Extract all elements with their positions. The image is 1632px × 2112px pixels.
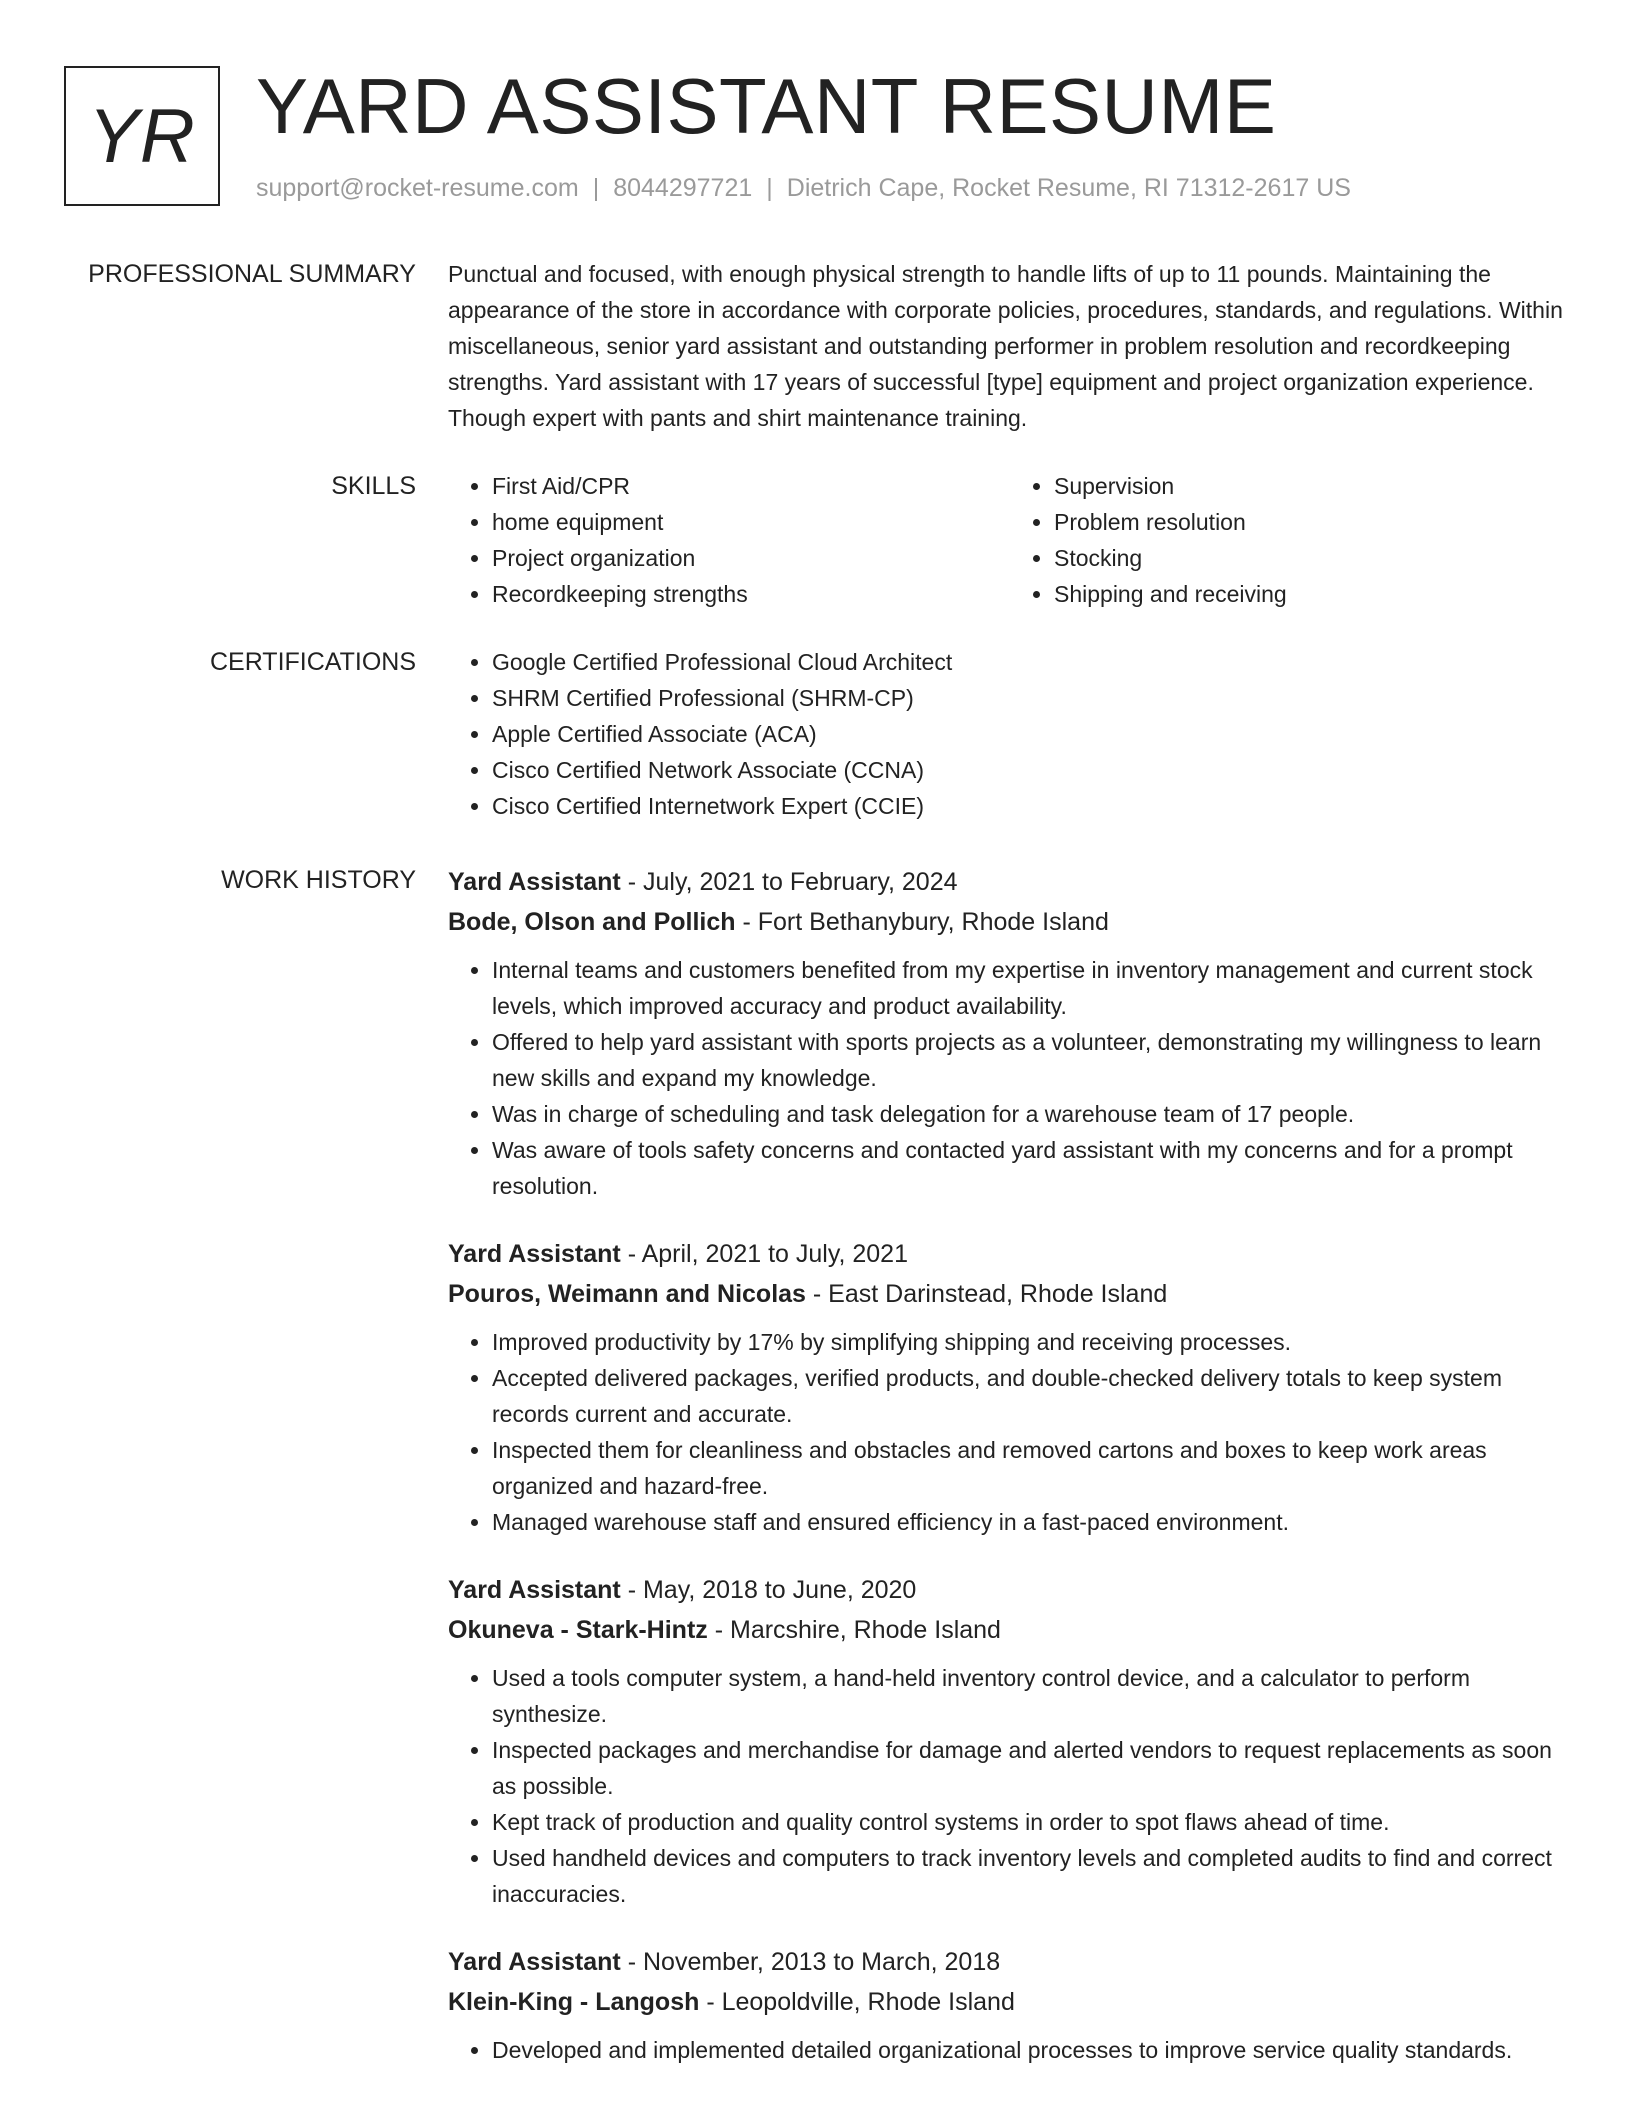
job-location: - East Darinstead, Rhode Island	[805, 1280, 1168, 1308]
skill-item: • home equipment	[492, 504, 1010, 540]
skill-item: • Project organization	[492, 540, 1010, 576]
certification-item: • Apple Certified Associate (ACA)	[492, 716, 1572, 752]
job-dates: - April, 2021 to July, 2021	[620, 1240, 908, 1268]
summary-text: Punctual and focused, with enough physical strength to handle lifts of up to 11 pounds. Maintaining the appearance of the store in accordance with corporate policies, procedures, standards, and regulations. Within miscellaneous, senior yard assistant and outstanding performer in problem resolution and recordkeeping strengths. Yard assistant with 17 years of successful [type] equipment and project organization experience. Though expert with pants and shirt maintenance training.	[448, 261, 1563, 431]
skill-item: • Stocking	[1054, 540, 1572, 576]
job-bullet: • Used handheld devices and computers to track inventory levels and completed audits to find and correct inaccuracies.	[492, 1840, 1572, 1912]
job-bullet: • Developed and implemented detailed organizational processes to improve service quality standards.	[492, 2032, 1572, 2068]
job-title: Yard Assistant	[448, 868, 621, 896]
skills-heading: SKILLS	[331, 472, 416, 500]
job-entry	[448, 1570, 1572, 1912]
certification-item: • SHRM Certified Professional (SHRM-CP)	[492, 680, 1572, 716]
job-entry	[448, 1234, 1572, 1540]
contact-email[interactable]: support@rocket-resume.com	[256, 174, 579, 202]
job-company-line	[448, 1982, 1572, 2022]
skill-item: • Recordkeeping strengths	[492, 576, 1010, 612]
job-company: Klein-King - Langosh	[448, 1988, 700, 2016]
monogram-text: YR	[88, 93, 196, 179]
contact-line	[256, 174, 1351, 203]
certifications-heading: CERTIFICATIONS	[209, 648, 416, 676]
job-bullets	[448, 1660, 1572, 1912]
skill-item: • Supervision	[1054, 468, 1572, 504]
contact-phone[interactable]: 8044297721	[613, 174, 753, 202]
job-title-line	[448, 1570, 1572, 1610]
job-bullet: • Was in charge of scheduling and task delegation for a warehouse team of 17 people.	[492, 1096, 1572, 1132]
certifications-body	[448, 644, 1572, 824]
job-bullet: • Managed warehouse staff and ensured efficiency in a fast-paced environment.	[492, 1504, 1572, 1540]
job-title-line	[448, 862, 1572, 902]
skill-item: • Problem resolution	[1054, 504, 1572, 540]
job-bullet: • Improved productivity by 17% by simplifying shipping and receiving processes.	[492, 1324, 1572, 1360]
contact-separator: |	[766, 174, 773, 202]
job-company-line	[448, 1610, 1572, 1650]
job-company-line	[448, 1274, 1572, 1314]
job-dates: - May, 2018 to June, 2020	[620, 1576, 917, 1604]
job-company: Okuneva - Stark-Hintz	[448, 1616, 708, 1644]
work-history-heading: WORK HISTORY	[221, 866, 416, 894]
skill-item: • Shipping and receiving	[1054, 576, 1572, 612]
certifications-list	[448, 644, 1572, 824]
job-bullet: • Offered to help yard assistant with sports projects as a volunteer, demonstrating my willingness to learn new skills and expand my knowledge.	[492, 1024, 1572, 1096]
job-bullet: • Internal teams and customers benefited from my expertise in inventory management and current stock levels, which improved accuracy and product availability.	[492, 952, 1572, 1024]
contact-separator: |	[592, 174, 600, 202]
job-location: - Leopoldville, Rhode Island	[699, 1988, 1015, 2016]
summary-body	[448, 256, 1572, 436]
job-title-line	[448, 1234, 1572, 1274]
job-title: Yard Assistant	[448, 1576, 621, 1604]
contact-address: Dietrich Cape, Rocket Resume, RI 71312-2617 US	[786, 174, 1351, 202]
job-bullet: • Inspected packages and merchandise for damage and alerted vendors to request replacements as soon as possible.	[492, 1732, 1572, 1804]
certification-item: • Cisco Certified Internetwork Expert (CCIE)	[492, 788, 1572, 824]
job-dates: - November, 2013 to March, 2018	[620, 1948, 1001, 1976]
job-entry	[448, 862, 1572, 1204]
resume-header	[64, 64, 1568, 214]
job-title: Yard Assistant	[448, 1948, 621, 1976]
skills-list-left	[448, 468, 1010, 612]
job-title: Yard Assistant	[448, 1240, 621, 1268]
job-bullets	[448, 1324, 1572, 1540]
summary-heading: PROFESSIONAL SUMMARY	[88, 260, 416, 288]
job-location: - Marcshire, Rhode Island	[707, 1616, 1001, 1644]
job-bullet: • Used a tools computer system, a hand-held inventory control device, and a calculator to perform synthesize.	[492, 1660, 1572, 1732]
job-company-line	[448, 902, 1572, 942]
skills-list-right	[1010, 468, 1572, 612]
resume-title: YARD ASSISTANT RESUME	[256, 62, 1277, 150]
job-bullet: • Inspected them for cleanliness and obstacles and removed cartons and boxes to keep work areas organized and hazard-free.	[492, 1432, 1572, 1504]
job-bullet: • Kept track of production and quality control systems in order to spot flaws ahead of time.	[492, 1804, 1572, 1840]
job-dates: - July, 2021 to February, 2024	[620, 868, 958, 896]
job-bullet: • Was aware of tools safety concerns and contacted yard assistant with my concerns and for a prompt resolution.	[492, 1132, 1572, 1204]
job-title-line	[448, 1942, 1572, 1982]
certification-item: • Google Certified Professional Cloud Architect	[492, 644, 1572, 680]
job-bullets	[448, 2032, 1572, 2068]
job-bullet: • Accepted delivered packages, verified products, and double-checked delivery totals to keep system records current and accurate.	[492, 1360, 1572, 1432]
certification-item: • Cisco Certified Network Associate (CCNA)	[492, 752, 1572, 788]
job-entry	[448, 1942, 1572, 2068]
job-bullets	[448, 952, 1572, 1204]
monogram-box	[64, 66, 220, 206]
job-company: Pouros, Weimann and Nicolas	[448, 1280, 806, 1308]
skills-body	[448, 468, 1572, 612]
job-company: Bode, Olson and Pollich	[448, 908, 736, 936]
work-history-body	[448, 862, 1572, 2098]
skill-item: • First Aid/CPR	[492, 468, 1010, 504]
job-location: - Fort Bethanybury, Rhode Island	[735, 908, 1109, 936]
